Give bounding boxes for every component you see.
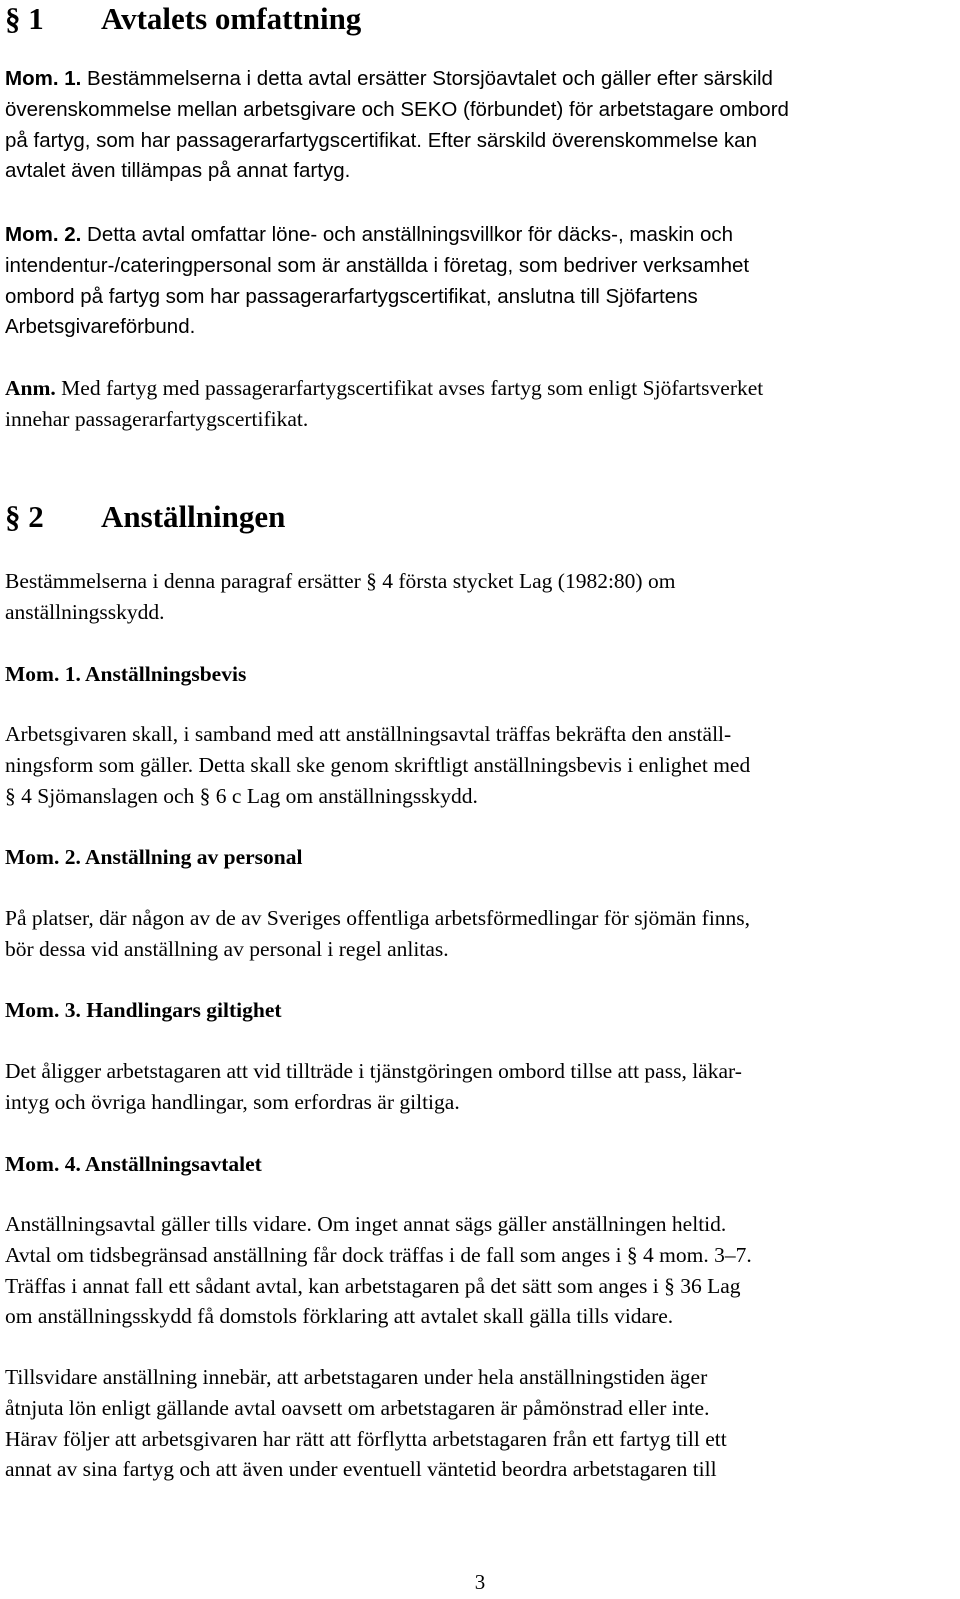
subsection-title-anstallningsbevis: Mom. 1. Anställningsbevis	[5, 662, 247, 686]
note-lead: Anm.	[5, 376, 56, 400]
text-line: Detta avtal omfattar löne- och anställningsvillkor för däcks-, maskin och	[87, 223, 734, 246]
text-line: avtalet även tillämpas på annat fartyg.	[5, 159, 351, 183]
text-line: Tillsvidare anställning innebär, att arbetstagaren under hela anställningstiden äger	[5, 1365, 708, 1389]
text-line: ombord på fartyg som har passagerarfartygscertifikat, anslutna till Sjöfartens	[5, 284, 698, 308]
section-1-mom-2	[5, 220, 950, 343]
subsection-title-anstallningsavtalet: Mom. 4. Anställningsavtalet	[5, 1152, 262, 1176]
text-line: Träffas i annat fall ett sådant avtal, kan arbetstagaren på det sätt som anges i § 36 Lag	[5, 1273, 741, 1298]
text-line: om anställningsskydd få domstols förklaring att avtalet skall gälla tills vidare.	[5, 1304, 674, 1329]
text-line: Det åligger arbetstagaren att vid tillträde i tjänstgöringen ombord tillse att pass, läkar-	[5, 1059, 742, 1083]
text-line: Härav följer att arbetsgivaren har rätt att förflytta arbetstagaren från ett fartyg till ett	[5, 1426, 727, 1451]
text-line: intendentur-/cateringpersonal som är anställda i företag, som bedriver verksamhet	[5, 253, 750, 277]
text-line: Anställningsavtal gäller tills vidare. Om inget annat sägs gäller anställningen heltid.	[5, 1212, 727, 1236]
text-line: Avtal om tidsbegränsad anställning får dock träffas i de fall som anges i § 4 mom. 3–7.	[5, 1242, 752, 1267]
subsection-body-anstallningsavtalet	[5, 1209, 950, 1332]
section-1-heading	[5, 3, 361, 34]
text-line: Arbetsgivaren skall, i samband med att anställningsavtal träffas bekräfta den anställ-	[5, 722, 732, 746]
text-line: Med fartyg med passagerarfartygscertifikat avses fartyg som enligt Sjöfartsverket	[61, 376, 764, 400]
text-line: intyg och övriga handlingar, som erfordras är giltiga.	[5, 1089, 460, 1114]
section-1-note	[5, 373, 950, 435]
text-line: På platser, där någon av de av Sveriges offentliga arbetsförmedlingar för sjömän finns,	[5, 906, 751, 930]
text-line: Bestämmelserna i denna paragraf ersätter § 4 första stycket Lag (1982:80) om	[5, 569, 676, 593]
subsection-body-anstallningsbevis	[5, 719, 950, 811]
text-line: Arbetsgivareförbund.	[5, 315, 196, 339]
mom-1-lead: Mom. 1.	[5, 67, 82, 90]
text-line: Bestämmelserna i detta avtal ersätter Storsjöavtalet och gäller efter särskild	[87, 67, 773, 90]
text-line: på fartyg, som har passagerarfartygscertifikat. Efter särskild överenskommelse kan	[5, 128, 757, 152]
section-2-heading	[5, 501, 285, 532]
text-line: innehar passagerarfartygscertifikat.	[5, 406, 309, 431]
text-line: åtnjuta lön enligt gällande avtal oavsett om arbetstagaren är påmönstrad eller inte.	[5, 1395, 710, 1420]
text-line: § 4 Sjömanslagen och § 6 c Lag om anställningsskydd.	[5, 783, 478, 808]
section-2-intro	[5, 566, 950, 628]
subsection-body-anstallningsavtalet-2	[5, 1362, 950, 1485]
section-2-title: Anställningen	[101, 499, 286, 534]
mom-2-lead: Mom. 2.	[5, 223, 82, 246]
subsection-title-handlingars-giltighet: Mom. 3. Handlingars giltighet	[5, 998, 282, 1022]
text-line: anställningsskydd.	[5, 599, 165, 624]
section-1-mom-1	[5, 64, 950, 187]
text-line: annat av sina fartyg och att även under eventuell väntetid beordra arbetstagaren till	[5, 1457, 717, 1482]
page-number: 3	[474, 1570, 486, 1594]
section-1-title: Avtalets omfattning	[101, 1, 362, 36]
section-1-number: § 1	[5, 1, 44, 36]
text-line: överenskommelse mellan arbetsgivare och SEKO (förbundet) för arbetstagare ombord	[5, 97, 789, 121]
subsection-title-anstallning-av-personal: Mom. 2. Anställning av personal	[5, 845, 303, 869]
subsection-body-anstallning-av-personal	[5, 903, 950, 965]
text-line: ningsform som gäller. Detta skall ske genom skriftligt anställningsbevis i enlighet med	[5, 752, 751, 777]
section-2-number: § 2	[5, 499, 44, 534]
text-line: bör dessa vid anställning av personal i regel anlitas.	[5, 936, 449, 961]
subsection-body-handlingars-giltighet	[5, 1056, 950, 1118]
